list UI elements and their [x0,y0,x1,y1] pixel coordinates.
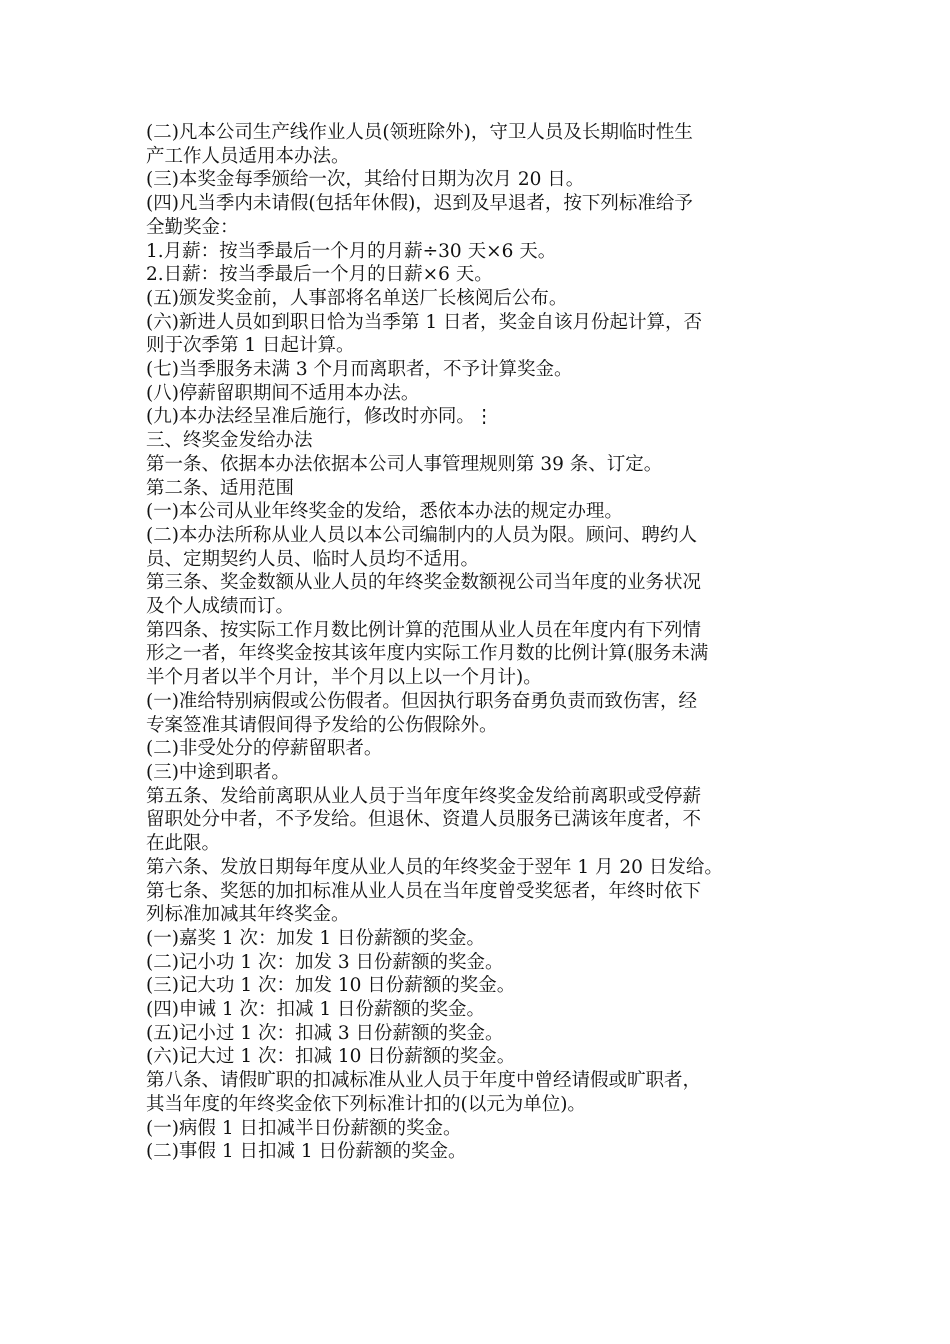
document-paragraph [146,121,806,168]
document-body [146,121,806,1164]
document-paragraph [146,571,806,618]
document-paragraph [146,619,806,690]
document-paragraph [146,785,806,856]
document-paragraph [146,951,806,975]
document-paragraph [146,761,806,785]
text-line: (一)嘉奖 1 次：加发 1 日份薪额的奖金。 [146,927,485,949]
text-line: 其当年度的年终奖金依下列标准计扣的(以元为单位)。 [146,1093,586,1115]
text-line: 员、定期契约人员、临时人员均不适用。 [146,548,480,570]
document-paragraph [146,524,806,571]
text-line: 列标准加减其年终奖金。 [146,904,350,926]
text-line: 则于次季第 1 日起计算。 [146,335,355,357]
text-line: 第三条、奖金数额从业人员的年终奖金数额视公司当年度的业务状况 [146,572,702,594]
text-line: 在此限。 [146,833,221,855]
document-paragraph [146,263,806,287]
text-line: (二)凡本公司生产线作业人员(领班除外)，守卫人员及长期临时性生 [146,122,693,143]
document-paragraph [146,1140,806,1164]
text-line: 形之一者，年终奖金按其该年度内实际工作月数的比例计算(服务未满 [146,643,709,665]
document-paragraph [146,1117,806,1141]
text-line: (九)本办法经呈准后施行，修改时亦同。⋮ [146,406,494,428]
text-line: (三)记大功 1 次：加发 10 日份薪额的奖金。 [146,975,516,997]
document-paragraph [146,429,806,453]
text-line: (二)非受处分的停薪留职者。 [146,738,383,760]
text-line: 2.日薪：按当季最后一个月的日薪×6 天。 [146,264,493,286]
document-paragraph [146,856,806,880]
document-paragraph [146,998,806,1022]
text-line: 1.月薪：按当季最后一个月的月薪÷30 天×6 天。 [146,240,557,262]
text-line: (七)当季服务未满 3 个月而离职者，不予计算奖金。 [146,359,573,381]
text-line: 及个人成绩而订。 [146,596,295,618]
document-paragraph [146,192,806,239]
document-paragraph [146,1069,806,1116]
text-line: (四)申诫 1 次：扣减 1 日份薪额的奖金。 [146,999,485,1021]
text-line: (一)准给特别病假或公伤假者。但因执行职务奋勇负责而致伤害，经 [146,690,697,712]
text-line: 第一条、依据本办法依据本公司人事管理规则第 39 条、订定。 [146,453,663,475]
text-line: (二)本办法所称从业人员以本公司编制内的人员为限。顾问、聘约人 [146,524,697,546]
document-paragraph [146,974,806,998]
document-paragraph [146,358,806,382]
text-line: (二)记小功 1 次：加发 3 日份薪额的奖金。 [146,951,504,973]
document-paragraph [146,737,806,761]
document-paragraph [146,311,806,358]
text-line: 留职处分中者，不予发给。但退休、资遣人员服务已满该年度者，不 [146,809,702,831]
document-paragraph [146,927,806,951]
text-line: (五)记小过 1 次：扣减 3 日份薪额的奖金。 [146,1022,504,1044]
document-paragraph [146,240,806,264]
text-line: (三)本奖金每季颁给一次，其给付日期为次月 20 日。 [146,169,585,191]
text-line: 第八条、请假旷职的扣减标准从业人员于年度中曾经请假或旷职者， [146,1070,702,1092]
text-line: 第五条、发给前离职从业人员于当年度年终奖金发给前离职或受停薪 [146,785,702,807]
text-line: 专案签准其请假间得予发给的公伤假除外。 [146,714,498,736]
text-line: (一)病假 1 日扣减半日份薪额的奖金。 [146,1117,462,1139]
text-line: 第六条、发放日期每年度从业人员的年终奖金于翌年 1 月 20 日发给。 [146,856,723,878]
document-paragraph [146,477,806,501]
text-line: (一)本公司从业年终奖金的发给，悉依本办法的规定办理。 [146,501,623,523]
document-paragraph [146,287,806,311]
text-line: (三)中途到职者。 [146,761,290,783]
document-paragraph [146,1045,806,1069]
text-line: 产工作人员适用本办法。 [146,145,350,167]
document-paragraph [146,880,806,927]
document-paragraph [146,382,806,406]
text-line: (八)停薪留职期间不适用本办法。 [146,382,420,404]
text-line: (四)凡当季内未请假(包括年休假)，迟到及早退者，按下列标准给予 [146,193,693,215]
text-line: (五)颁发奖金前，人事部将名单送厂长核阅后公布。 [146,287,568,309]
text-line: 第七条、奖惩的加扣标准从业人员在当年度曾受奖惩者，年终时依下 [146,880,702,902]
document-paragraph [146,168,806,192]
text-line: 半个月者以半个月计，半个月以上以一个月计)。 [146,667,542,689]
document-paragraph [146,690,806,737]
document-paragraph [146,500,806,524]
text-line: 三、终奖金发给办法 [146,430,313,452]
text-line: (六)新进人员如到职日恰为当季第 1 日者，奖金自该月份起计算，否 [146,311,702,333]
text-line: 全勤奖金： [146,216,239,238]
document-paragraph [146,405,806,429]
text-line: 第二条、适用范围 [146,477,295,499]
text-line: 第四条、按实际工作月数比例计算的范围从业人员在年度内有下列情 [146,619,702,641]
document-paragraph [146,1022,806,1046]
document-paragraph [146,453,806,477]
text-line: (二)事假 1 日扣减 1 日份薪额的奖金。 [146,1141,467,1163]
text-line: (六)记大过 1 次：扣减 10 日份薪额的奖金。 [146,1046,516,1068]
